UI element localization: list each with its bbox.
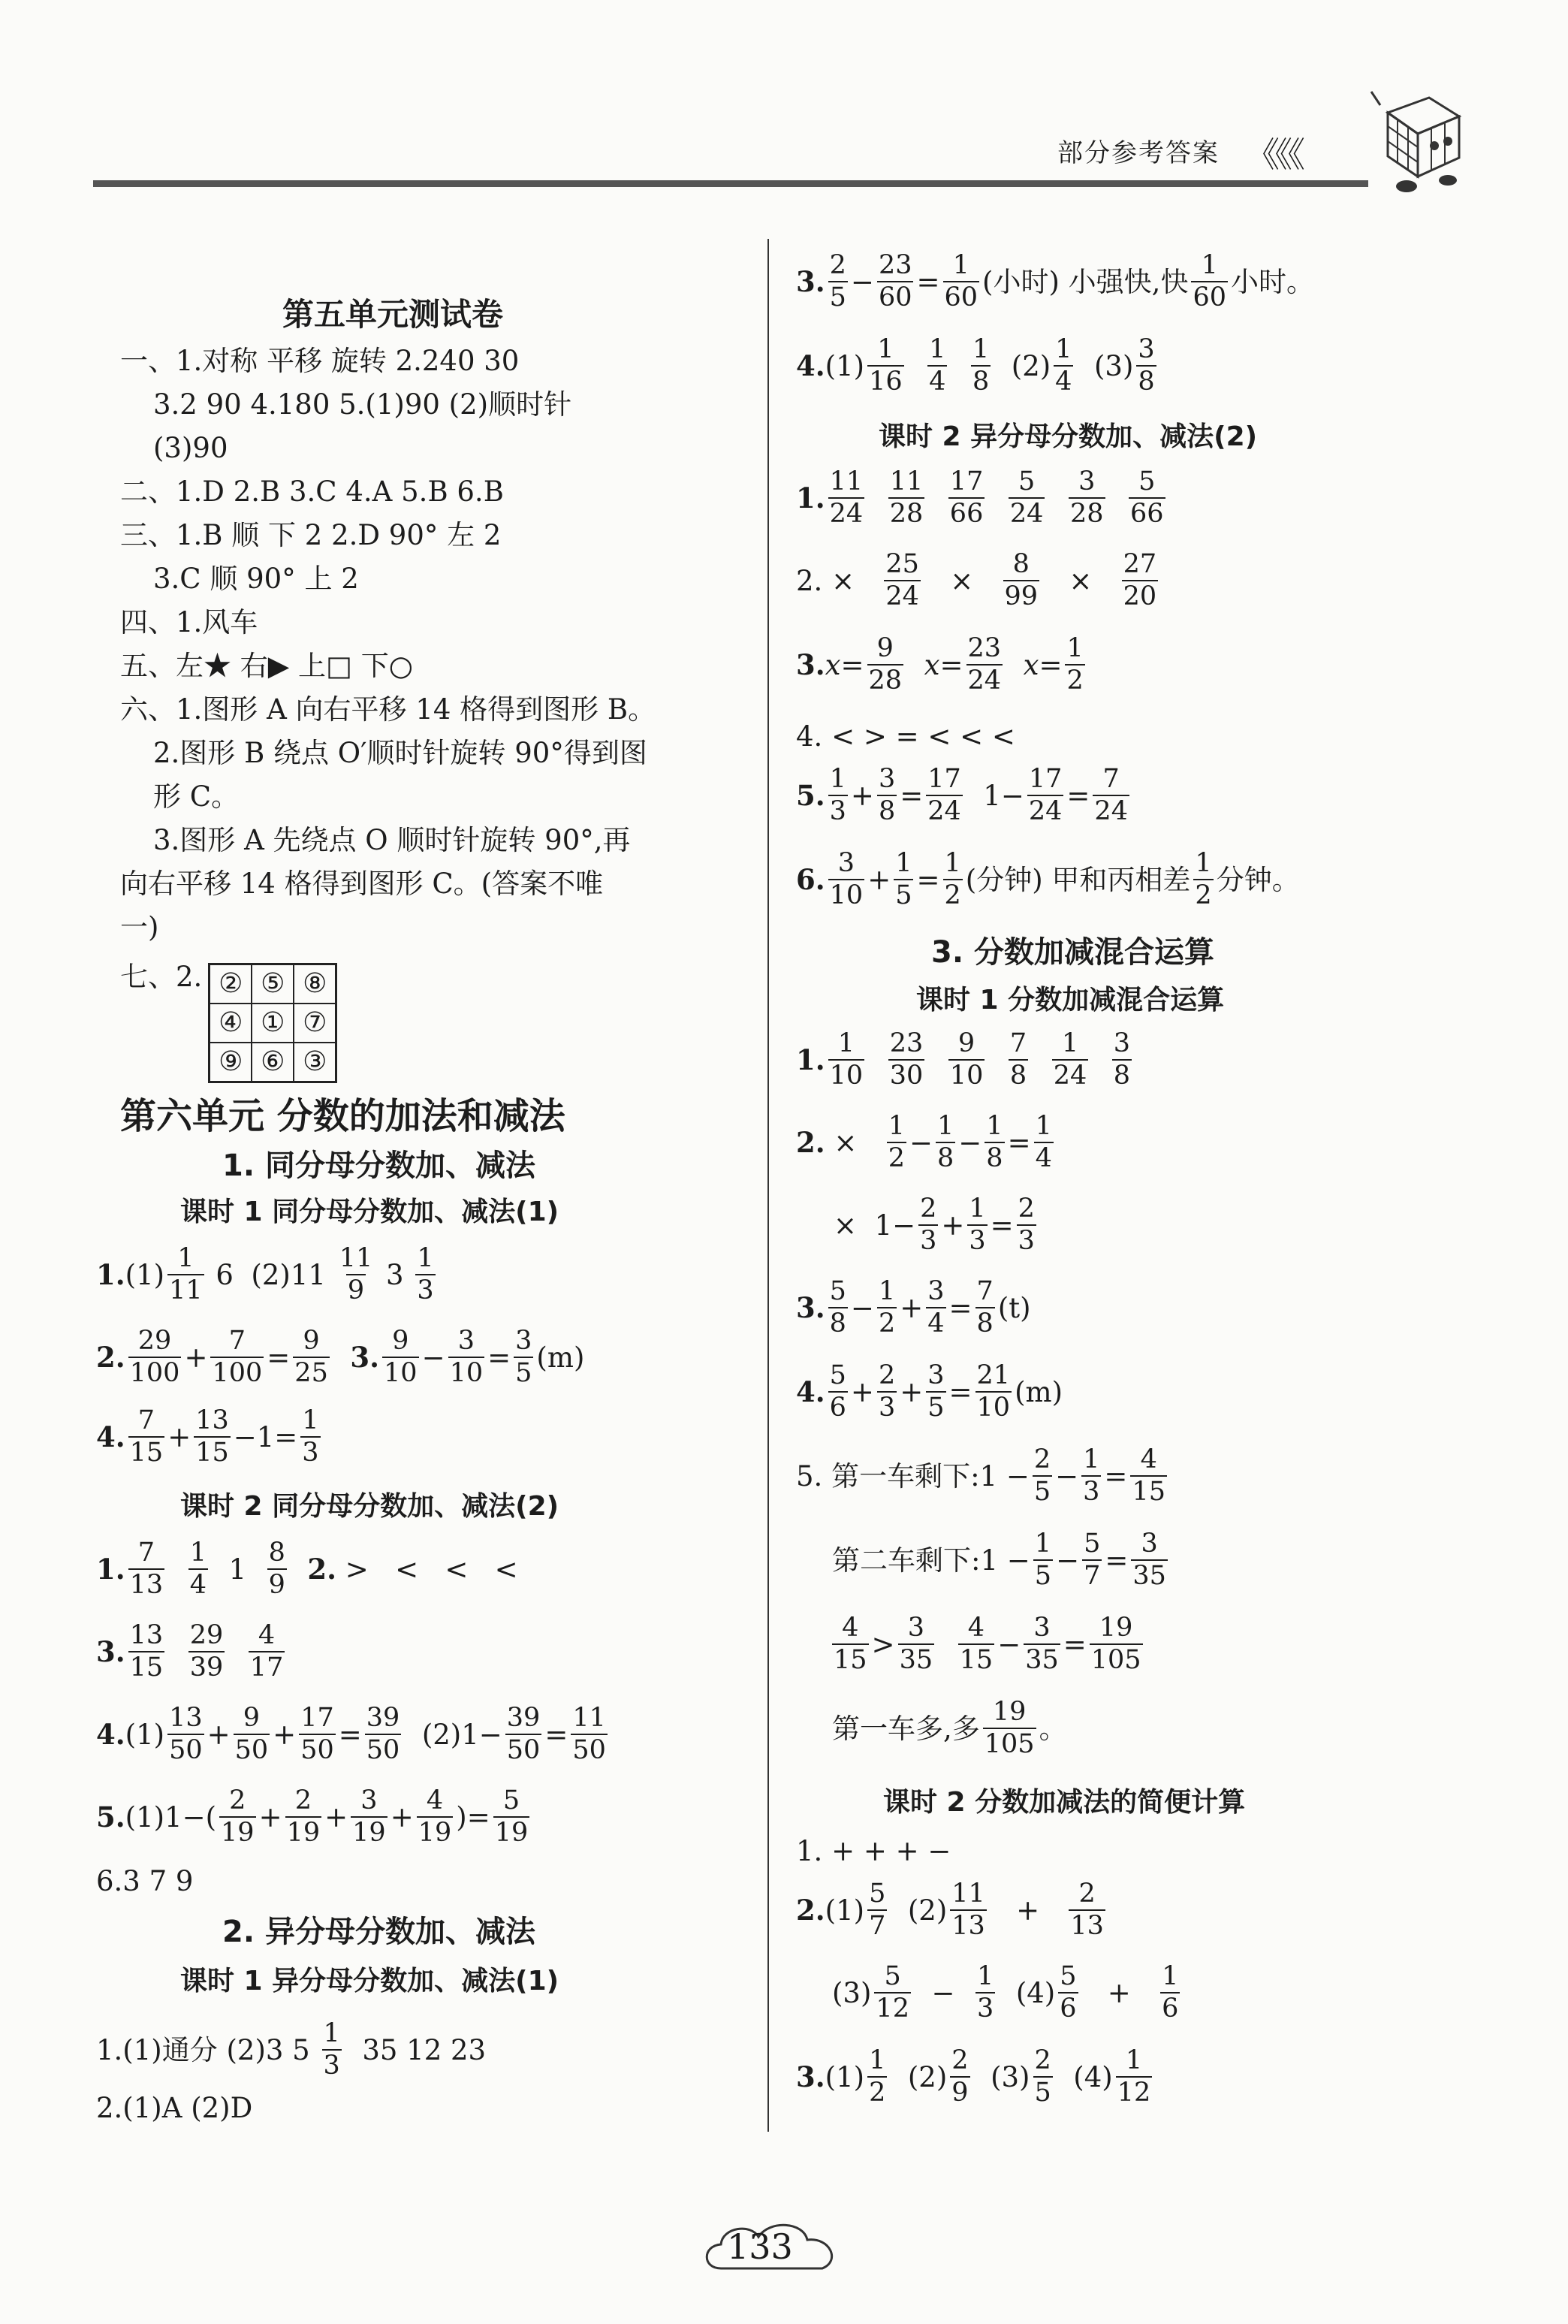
answer-line: 六、1.图形 A 向右平移 14 格得到图形 B。 [120, 693, 656, 726]
answer-line: 4. (1) $\frac{13}{50}$ + $\frac{9}{50}$ + $\frac{17}{50}$ = $\frac{39}{50}$ (2)1− $\frac{39}{50}$ = $\frac{11}{50}$ [96, 1703, 606, 1765]
rubik-cube-mascot-icon [1365, 83, 1470, 195]
grid-cell: ⑦ [294, 1004, 336, 1043]
answer-text: 第一车多,多 [832, 1712, 980, 1745]
answer-line: (3)90 [153, 432, 228, 464]
grid-cell: ④ [210, 1004, 252, 1043]
answer-line: 3. x = $\frac{9}{28}$ x = $\frac{23}{24}$ x = $\frac{1}{2}$ [796, 633, 1084, 696]
answer-line: 形 C。 [153, 780, 240, 813]
answer-line: 6. $\frac{3}{10}$ + $\frac{1}{5}$ = $\frac{1}{2}$ (分钟) 甲和丙相差 $\frac{1}{2}$ 分钟。 [796, 848, 1300, 910]
answer-text: 第二车剩下:1 − [832, 1544, 1030, 1577]
number-grid [208, 963, 337, 1083]
answer-line: 第二车剩下:1 − $\frac{1}{5}$ − $\frac{5}{7}$ = $\frac{3}{35}$ [832, 1529, 1166, 1591]
answer-line: 1.(1)通分 (2)3 5 $\frac{1}{3}$ 35 12 23 [96, 2018, 487, 2081]
answer-line: 2. × $\frac{25}{24}$ × $\frac{8}{99}$ × $\frac{27}{20}$ [796, 549, 1157, 611]
header-chevrons: 《《《 [1245, 134, 1301, 175]
answer-line: 4. $\frac{7}{15}$ + $\frac{13}{15}$ −1= $\frac{1}{3}$ [96, 1405, 319, 1468]
answer-line: 2. (1) $\frac{5}{7}$ (2) $\frac{11}{13}$ + $\frac{2}{13}$ [796, 1879, 1104, 1941]
answer-line: 2.图形 B 绕点 O′顺时针旋转 90°得到图 [153, 737, 647, 769]
answer-line: 3. $\frac{13}{15}$ $\frac{29}{39}$ $\frac{4}{17}$ [96, 1620, 284, 1683]
answer-line: $\frac{4}{15}$ > $\frac{3}{35}$ $\frac{4}{15}$ − $\frac{3}{35}$ = $\frac{19}{105}$ [834, 1613, 1141, 1675]
answer-label: 七、2. [120, 961, 203, 993]
column-divider [767, 239, 769, 2132]
answer-line: 向右平移 14 格得到图形 C。(答案不唯 [120, 868, 604, 900]
section-title: 2. 异分母分数加、减法 [222, 1915, 535, 1949]
answer-line: 5. $\frac{1}{3}$ + $\frac{3}{8}$ = $\frac{17}{24}$ 1− $\frac{17}{24}$ = $\frac{7}{24}$ [796, 764, 1128, 826]
answer-line: 5. 第一车剩下:1 − $\frac{2}{5}$ − $\frac{1}{3}$ = $\frac{4}{15}$ [796, 1444, 1165, 1507]
answer-line: 1. $\frac{11}{24}$ $\frac{11}{28}$ $\frac{17}{66}$ $\frac{5}{24}$ $\frac{3}{28}$ $\frac{5}{66}$ [796, 466, 1164, 529]
answer-line: 四、1.风车 [120, 606, 258, 638]
answer-line: 3. $\frac{5}{8}$ − $\frac{1}{2}$ + $\frac{3}{4}$ = $\frac{7}{8}$ (t) [796, 1276, 1031, 1339]
answer-line: 2.(1)A (2)D [96, 2092, 253, 2124]
answer-text: (分钟) 甲和丙相差 [965, 863, 1191, 896]
unit6-title: 第六单元 分数的加法和减法 [120, 1095, 565, 1137]
answer-line: 3.图形 A 先绕点 O 顺时针旋转 90°,再 [153, 824, 631, 856]
answer-line: 4. $\frac{5}{6}$ + $\frac{2}{3}$ + $\frac{3}{5}$ = $\frac{21}{10}$ (m) [796, 1360, 1063, 1423]
header-rule [93, 180, 1368, 187]
answer-line: 4. (1) $\frac{1}{16}$ $\frac{1}{4}$ $\frac{1}{8}$ (2) $\frac{1}{4}$ (3) $\frac{3}{8}$ [796, 334, 1155, 397]
section-title: 3. 分数加减混合运算 [931, 935, 1214, 970]
answer-line: 一) [120, 911, 159, 943]
lesson-title: 课时 2 异分母分数加、减法(2) [879, 421, 1258, 452]
answer-line: 三、1.B 顺 下 2 2.D 90° 左 2 [120, 519, 502, 551]
grid-cell: ⑨ [210, 1043, 252, 1082]
answer-line: 一、1.对称 平移 旋转 2.240 30 [120, 345, 520, 377]
unit5-title: 第五单元测试卷 [282, 296, 504, 333]
answer-line: 3.C 顺 90° 上 2 [153, 563, 359, 595]
answer-text: 小时。 [1231, 265, 1314, 298]
grid-cell: ⑥ [252, 1043, 294, 1082]
lesson-title: 课时 1 同分母分数加、减法(1) [180, 1197, 559, 1227]
answer-line: 五、左★ 右▶ 上□ 下○ [120, 650, 413, 682]
answer-line: × 1− $\frac{2}{3}$ + $\frac{1}{3}$ = $\frac{2}{3}$ [834, 1194, 1035, 1256]
answer-grid-row [120, 963, 337, 1083]
answer-line: 2. × $\frac{1}{2}$ − $\frac{1}{8}$ − $\frac{1}{8}$ = $\frac{1}{4}$ [796, 1111, 1052, 1173]
lesson-title: 课时 1 异分母分数加、减法(1) [180, 1966, 559, 1997]
answer-text: 5. 第一车剩下:1 − [796, 1459, 1030, 1492]
lesson-title: 课时 2 同分母分数加、减法(2) [180, 1491, 559, 1522]
section-title: 1. 同分母分数加、减法 [222, 1148, 535, 1183]
grid-cell: ① [252, 1004, 294, 1043]
answer-line: 1. $\frac{7}{13}$ $\frac{1}{4}$ 1 $\frac{8}{9}$ 2. > < < < [96, 1538, 518, 1600]
answer-text: (小时) 小强快,快 [982, 265, 1189, 298]
grid-cell: ⑤ [252, 964, 294, 1004]
answer-line: 2. $\frac{29}{100}$ + $\frac{7}{100}$ = $\frac{9}{25}$ 3. $\frac{9}{10}$ − $\frac{3}{10}$ = $\frac{3}{5}$ (m) [96, 1326, 585, 1388]
answer-line: 6.3 7 9 [96, 1865, 194, 1897]
answer-line: 1. + + + − [796, 1835, 951, 1867]
lesson-title: 课时 1 分数加减混合运算 [916, 985, 1225, 1016]
lesson-title: 课时 2 分数加减法的简便计算 [883, 1787, 1246, 1818]
answer-line: 4. < > = < < < [796, 720, 1015, 753]
answer-line: 3. (1) $\frac{1}{2}$ (2) $\frac{2}{9}$ (3) $\frac{2}{5}$ (4) $\frac{1}{12}$ [796, 2045, 1151, 2108]
answer-text: 1.(1)通分 (2)3 5 [96, 2033, 310, 2066]
grid-cell: ② [210, 964, 252, 1004]
answer-line: 第一车多,多 $\frac{19}{105}$ 。 [832, 1697, 1067, 1759]
header-title: 部分参考答案 [1057, 138, 1220, 168]
answer-line: (3) $\frac{5}{12}$ − $\frac{1}{3}$ (4) $\frac{5}{6}$ + $\frac{1}{6}$ [832, 1961, 1179, 2024]
answer-text: 35 12 23 [362, 2033, 487, 2066]
page-number: 133 [727, 2226, 793, 2267]
answer-line: 二、1.D 2.B 3.C 4.A 5.B 6.B [120, 475, 504, 508]
answer-text: 分钟。 [1216, 863, 1300, 896]
answer-text: 2. × [796, 564, 855, 597]
grid-cell: ③ [294, 1043, 336, 1082]
answer-line: 3. $\frac{2}{5}$ − $\frac{23}{60}$ = $\frac{1}{60}$ (小时) 小强快,快 $\frac{1}{60}$ 小时。 [796, 250, 1314, 312]
answer-line: 3.2 90 4.180 5.(1)90 (2)顺时针 [153, 388, 572, 421]
answer-line: 5. (1)1−( $\frac{2}{19}$ + $\frac{2}{19}$ + $\frac{3}{19}$ + $\frac{4}{19}$ )= $\frac{5}{19}$ [96, 1785, 529, 1848]
answer-line: 1. (1) $\frac{1}{11}$ 6 (2)11 $\frac{11}{9}$ 3 $\frac{1}{3}$ [96, 1243, 434, 1305]
grid-cell: ⑧ [294, 964, 336, 1004]
answer-line: 1. $\frac{1}{10}$ $\frac{23}{30}$ $\frac{9}{10}$ $\frac{7}{8}$ $\frac{1}{24}$ $\frac{3}{8}$ [796, 1028, 1131, 1091]
